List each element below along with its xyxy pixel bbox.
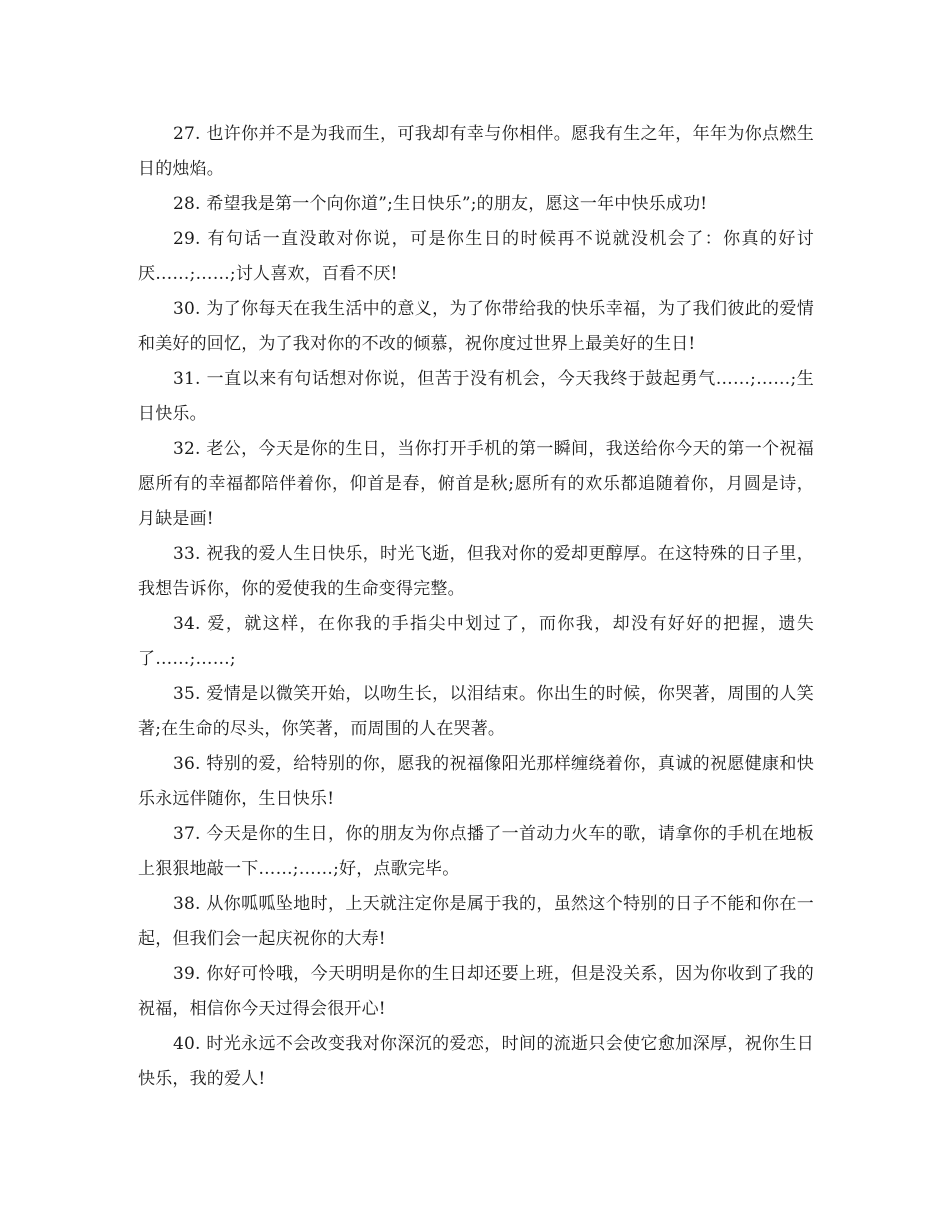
list-item: 33. 祝我的爱人生日快乐，时光飞逝，但我对你的爱却更醇厚。在这特殊的日子里，我想告诉你，你的爱使我的生命变得完整。 <box>138 544 814 599</box>
list-item: 27. 也许你并不是为我而生，可我却有幸与你相伴。愿我有生之年，年年为你点燃生日的烛焰。 <box>138 124 814 179</box>
list-item: 37. 今天是你的生日，你的朋友为你点播了一首动力火车的歌，请拿你的手机在地板上狠狠地敲一下……;……;好，点歌完毕。 <box>138 824 814 879</box>
list-item: 39. 你好可怜哦，今天明明是你的生日却还要上班，但是没关系，因为你收到了我的祝福，相信你今天过得会很开心! <box>138 964 814 1019</box>
list-item: 38. 从你呱呱坠地时，上天就注定你是属于我的，虽然这个特别的日子不能和你在一起，但我们会一起庆祝你的大寿! <box>138 894 814 949</box>
document-body <box>138 117 814 1097</box>
list-item: 34. 爱，就这样，在你我的手指尖中划过了，而你我，却没有好好的把握，遗失了……;……; <box>138 614 814 669</box>
list-item: 40. 时光永远不会改变我对你深沉的爱恋，时间的流逝只会使它愈加深厚，祝你生日快乐，我的爱人! <box>138 1034 814 1089</box>
list-item: 32. 老公，今天是你的生日，当你打开手机的第一瞬间，我送给你今天的第一个祝福愿所有的幸福都陪伴着你，仰首是春，俯首是秋;愿所有的欢乐都追随着你，月圆是诗，月缺是画! <box>138 439 814 529</box>
list-item: 30. 为了你每天在我生活中的意义，为了你带给我的快乐幸福，为了我们彼此的爱情和美好的回忆，为了我对你的不改的倾慕，祝你度过世界上最美好的生日! <box>138 299 814 354</box>
list-item: 36. 特别的爱，给特别的你，愿我的祝福像阳光那样缠绕着你，真诚的祝愿健康和快乐永远伴随你，生日快乐! <box>138 754 814 809</box>
list-item: 28. 希望我是第一个向你道”;生日快乐”;的朋友，愿这一年中快乐成功! <box>173 194 708 214</box>
list-item: 31. 一直以来有句话想对你说，但苦于没有机会，今天我终于鼓起勇气……;……;生日快乐。 <box>138 369 814 424</box>
list-item: 35. 爱情是以微笑开始，以吻生长，以泪结束。你出生的时候，你哭著，周围的人笑著;在生命的尽头，你笑著，而周围的人在哭著。 <box>138 684 814 739</box>
list-item: 29. 有句话一直没敢对你说，可是你生日的时候再不说就没机会了：你真的好讨厌……;……;讨人喜欢，百看不厌! <box>138 229 814 284</box>
